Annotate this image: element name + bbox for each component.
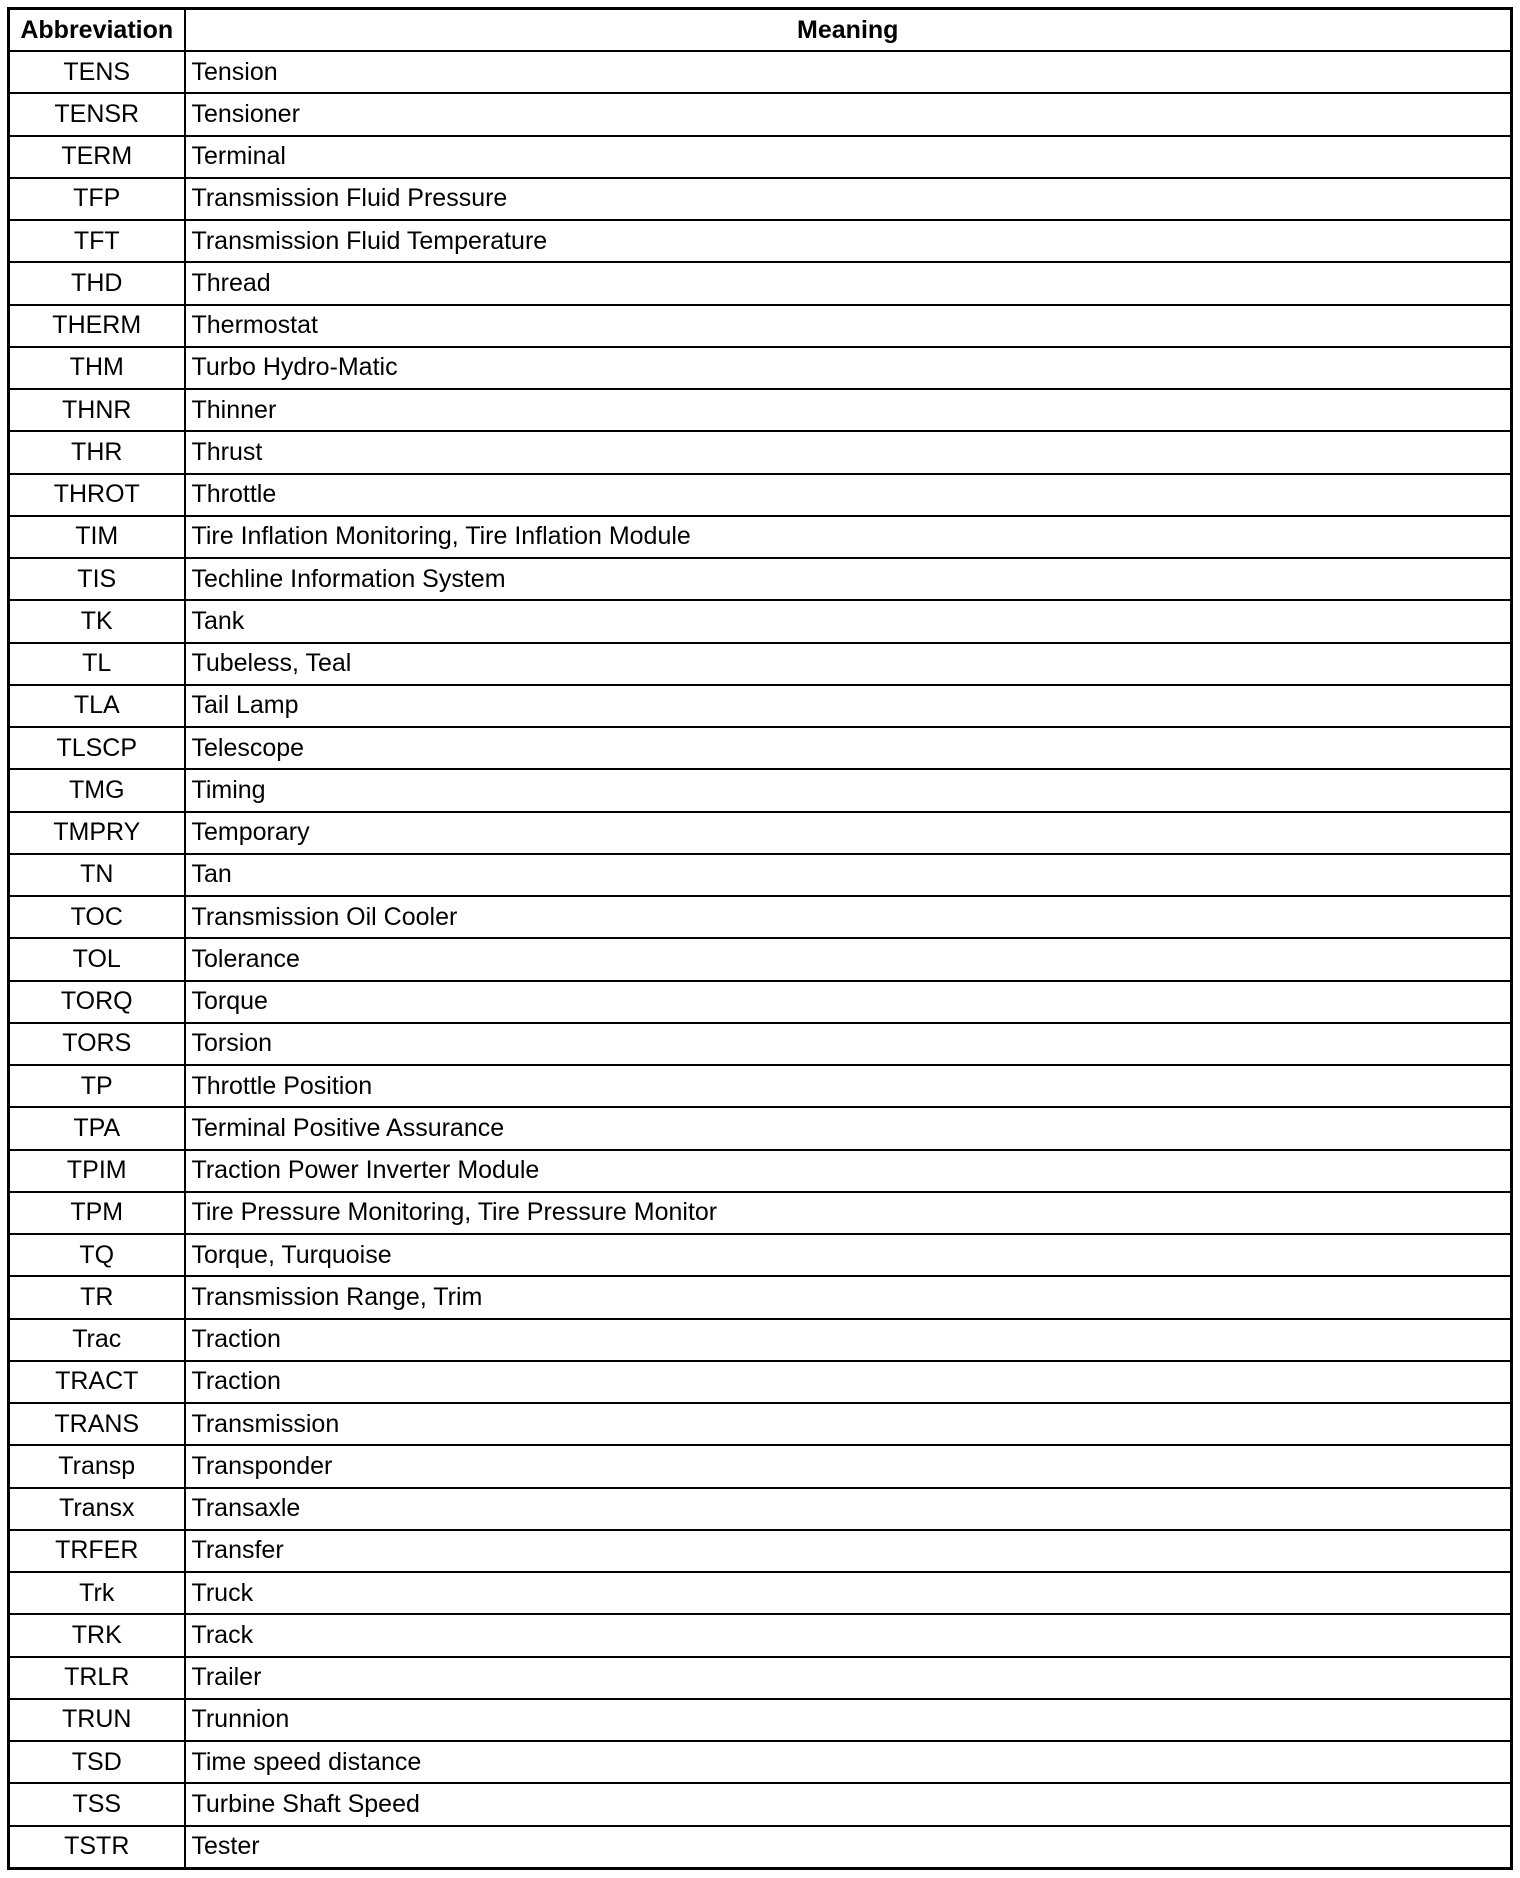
meaning-cell: Throttle Position	[185, 1065, 1512, 1107]
header-row	[9, 9, 1512, 52]
meaning-cell: Tank	[185, 600, 1512, 642]
meaning-cell: Traction	[185, 1361, 1512, 1403]
abbreviation-cell: TIM	[9, 516, 185, 558]
abbreviation-cell: TRLR	[9, 1657, 185, 1699]
table-row	[9, 1826, 1512, 1869]
table-row	[9, 685, 1512, 727]
meaning-cell: Timing	[185, 769, 1512, 811]
abbreviation-cell: TK	[9, 600, 185, 642]
meaning-cell: Transaxle	[185, 1488, 1512, 1530]
abbreviation-cell: Trac	[9, 1319, 185, 1361]
meaning-cell: Transmission	[185, 1403, 1512, 1445]
abbreviation-cell: TMG	[9, 769, 185, 811]
table-row	[9, 1150, 1512, 1192]
table-row	[9, 1783, 1512, 1825]
table-row	[9, 1234, 1512, 1276]
abbreviation-cell: THROT	[9, 474, 185, 516]
table-row	[9, 1445, 1512, 1487]
table-row	[9, 769, 1512, 811]
abbreviation-cell: TRANS	[9, 1403, 185, 1445]
meaning-cell: Techline Information System	[185, 558, 1512, 600]
abbreviation-cell: TENS	[9, 51, 185, 93]
abbreviation-cell: TSTR	[9, 1826, 185, 1869]
meaning-cell: Transmission Fluid Pressure	[185, 178, 1512, 220]
meaning-cell: Traction Power Inverter Module	[185, 1150, 1512, 1192]
meaning-cell: Thread	[185, 262, 1512, 304]
table-row	[9, 262, 1512, 304]
meaning-cell: Torque	[185, 981, 1512, 1023]
table-row	[9, 1276, 1512, 1318]
abbreviation-cell: THD	[9, 262, 185, 304]
table-row	[9, 1572, 1512, 1614]
table-row	[9, 558, 1512, 600]
abbreviation-table	[7, 7, 1513, 1870]
table-row	[9, 93, 1512, 135]
meaning-cell: Terminal Positive Assurance	[185, 1107, 1512, 1149]
abbreviation-cell: TORS	[9, 1023, 185, 1065]
table-row	[9, 1361, 1512, 1403]
table-row	[9, 1107, 1512, 1149]
meaning-cell: Turbo Hydro-Matic	[185, 347, 1512, 389]
table-row	[9, 600, 1512, 642]
abbreviation-cell: TR	[9, 1276, 185, 1318]
table-header	[9, 9, 1512, 52]
meaning-cell: Transmission Fluid Temperature	[185, 220, 1512, 262]
table-row	[9, 1530, 1512, 1572]
abbreviation-cell: Transp	[9, 1445, 185, 1487]
table-row	[9, 136, 1512, 178]
meaning-cell: Transponder	[185, 1445, 1512, 1487]
abbreviation-cell: TPA	[9, 1107, 185, 1149]
abbreviation-cell: TL	[9, 643, 185, 685]
table-row	[9, 1192, 1512, 1234]
abbreviation-cell: TFP	[9, 178, 185, 220]
meaning-cell: Trunnion	[185, 1699, 1512, 1741]
meaning-cell: Tension	[185, 51, 1512, 93]
table-row	[9, 474, 1512, 516]
abbreviation-cell: THERM	[9, 305, 185, 347]
meaning-cell: Transmission Oil Cooler	[185, 896, 1512, 938]
meaning-cell: Tire Inflation Monitoring, Tire Inflation Module	[185, 516, 1512, 558]
abbreviation-cell: TQ	[9, 1234, 185, 1276]
abbreviation-cell: TPIM	[9, 1150, 185, 1192]
table-row	[9, 51, 1512, 93]
meaning-cell: Tan	[185, 854, 1512, 896]
meaning-cell: Tubeless, Teal	[185, 643, 1512, 685]
table-row	[9, 1488, 1512, 1530]
abbreviation-cell: TMPRY	[9, 812, 185, 854]
abbreviation-cell: Trk	[9, 1572, 185, 1614]
table-row	[9, 1023, 1512, 1065]
table-row	[9, 1319, 1512, 1361]
table-row	[9, 1403, 1512, 1445]
table-row	[9, 896, 1512, 938]
meaning-cell: Time speed distance	[185, 1741, 1512, 1783]
abbreviation-cell: TSD	[9, 1741, 185, 1783]
meaning-cell: Tolerance	[185, 938, 1512, 980]
table-row	[9, 347, 1512, 389]
meaning-cell: Tire Pressure Monitoring, Tire Pressure Monitor	[185, 1192, 1512, 1234]
meaning-cell: Thermostat	[185, 305, 1512, 347]
table-row	[9, 1741, 1512, 1783]
table-row	[9, 1657, 1512, 1699]
meaning-cell: Telescope	[185, 727, 1512, 769]
abbreviation-cell: Transx	[9, 1488, 185, 1530]
abbreviation-cell: TOL	[9, 938, 185, 980]
meaning-cell: Thrust	[185, 431, 1512, 473]
table-body	[9, 51, 1512, 1869]
meaning-cell: Torsion	[185, 1023, 1512, 1065]
abbreviation-cell: TRFER	[9, 1530, 185, 1572]
table-row	[9, 938, 1512, 980]
table-row	[9, 305, 1512, 347]
table-row	[9, 1699, 1512, 1741]
abbreviation-cell: TP	[9, 1065, 185, 1107]
abbreviation-cell: THR	[9, 431, 185, 473]
abbreviation-cell: TORQ	[9, 981, 185, 1023]
meaning-cell: Transfer	[185, 1530, 1512, 1572]
meaning-cell: Tester	[185, 1826, 1512, 1869]
meaning-cell: Throttle	[185, 474, 1512, 516]
abbreviation-cell: TRK	[9, 1614, 185, 1656]
abbreviation-cell: TRACT	[9, 1361, 185, 1403]
abbreviation-cell: TIS	[9, 558, 185, 600]
abbreviation-cell: TFT	[9, 220, 185, 262]
table-row	[9, 389, 1512, 431]
meaning-cell: Track	[185, 1614, 1512, 1656]
meaning-cell: Trailer	[185, 1657, 1512, 1699]
meaning-cell: Terminal	[185, 136, 1512, 178]
meaning-cell: Transmission Range, Trim	[185, 1276, 1512, 1318]
abbreviation-cell: THM	[9, 347, 185, 389]
table-row	[9, 220, 1512, 262]
abbreviation-cell: TLSCP	[9, 727, 185, 769]
abbreviation-cell: TN	[9, 854, 185, 896]
meaning-cell: Torque, Turquoise	[185, 1234, 1512, 1276]
abbreviation-cell: TRUN	[9, 1699, 185, 1741]
abbreviation-cell: TENSR	[9, 93, 185, 135]
header-meaning: Meaning	[185, 9, 1512, 52]
meaning-cell: Turbine Shaft Speed	[185, 1783, 1512, 1825]
table-row	[9, 981, 1512, 1023]
table-row	[9, 812, 1512, 854]
table-row	[9, 727, 1512, 769]
abbreviation-cell: TERM	[9, 136, 185, 178]
table-row	[9, 516, 1512, 558]
abbreviation-cell: TPM	[9, 1192, 185, 1234]
meaning-cell: Temporary	[185, 812, 1512, 854]
meaning-cell: Truck	[185, 1572, 1512, 1614]
table-row	[9, 431, 1512, 473]
meaning-cell: Tensioner	[185, 93, 1512, 135]
header-abbreviation: Abbreviation	[9, 9, 185, 52]
abbreviation-cell: TOC	[9, 896, 185, 938]
table-row	[9, 1614, 1512, 1656]
meaning-cell: Traction	[185, 1319, 1512, 1361]
abbreviation-cell: TSS	[9, 1783, 185, 1825]
abbreviation-cell: THNR	[9, 389, 185, 431]
table-row	[9, 643, 1512, 685]
table-row	[9, 854, 1512, 896]
table-row	[9, 1065, 1512, 1107]
table-row	[9, 178, 1512, 220]
meaning-cell: Tail Lamp	[185, 685, 1512, 727]
abbreviation-cell: TLA	[9, 685, 185, 727]
meaning-cell: Thinner	[185, 389, 1512, 431]
